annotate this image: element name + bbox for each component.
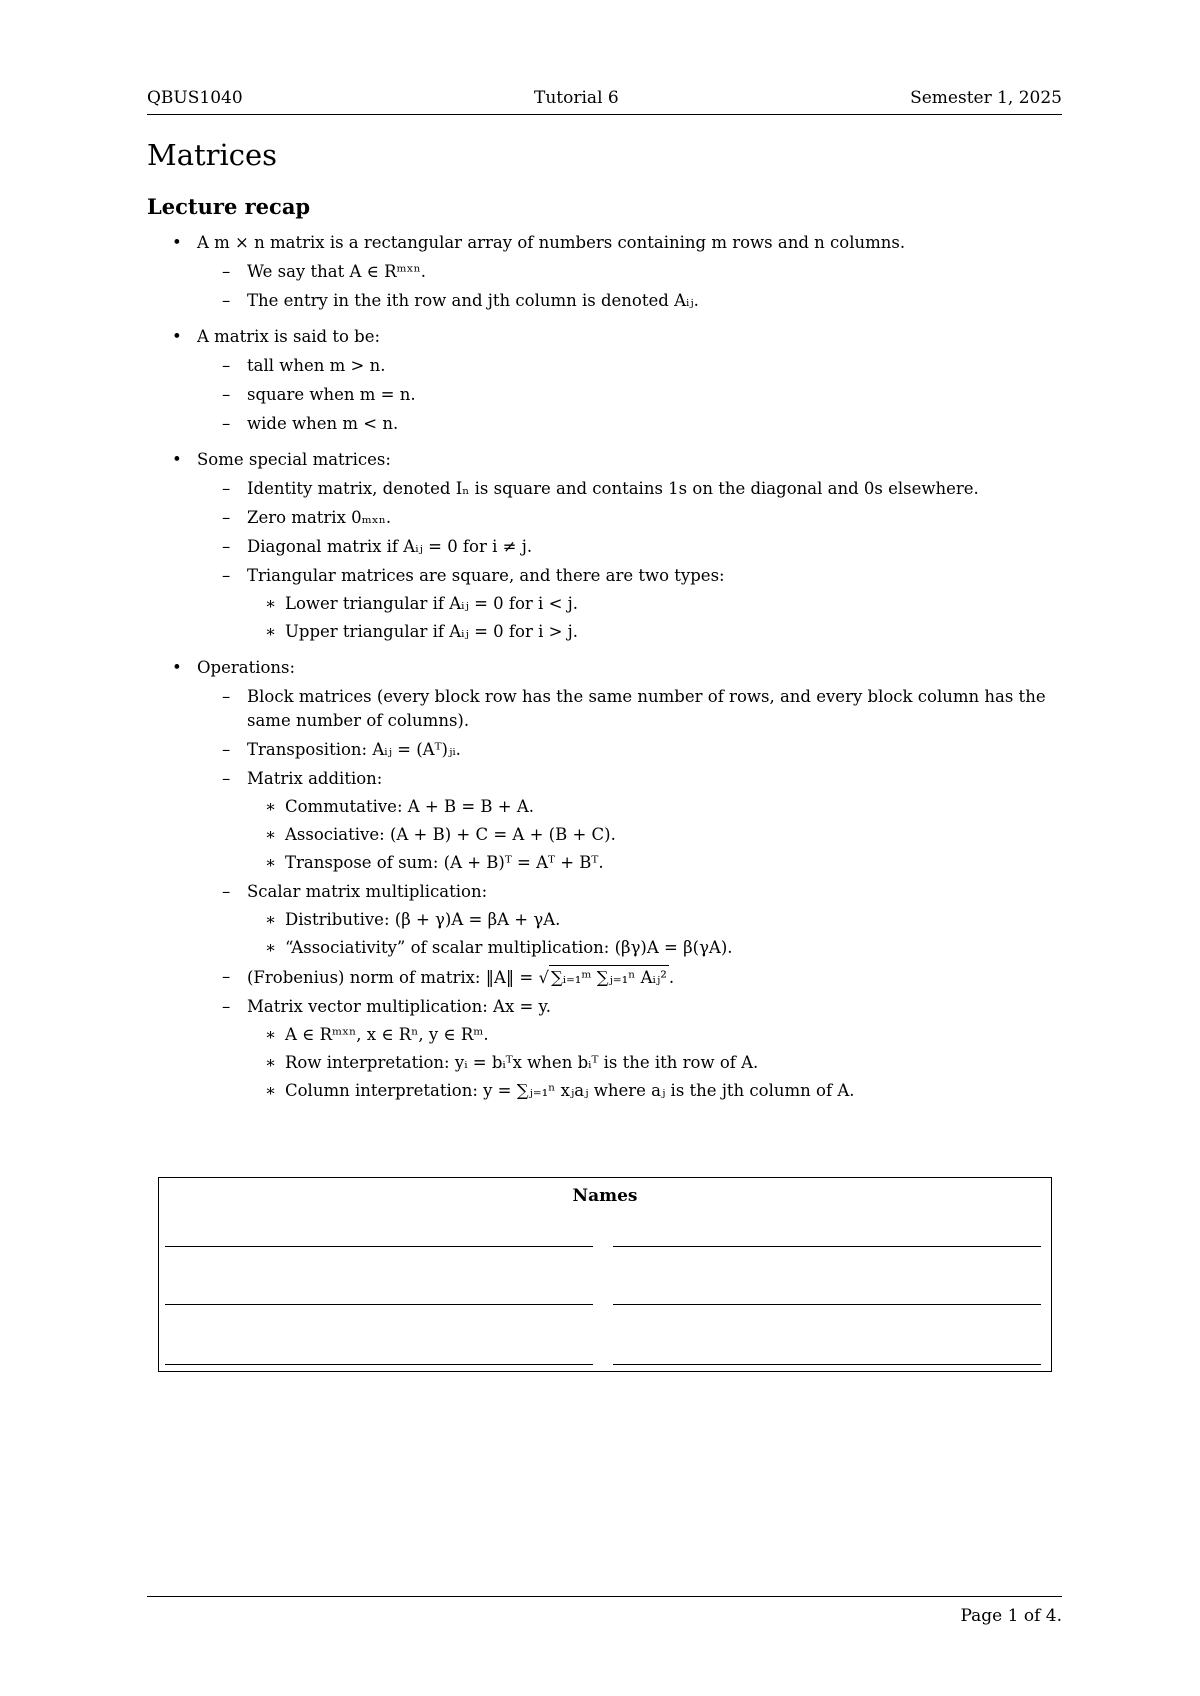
list-item (197, 738, 1062, 762)
list-item (247, 1079, 1062, 1103)
list-item (147, 448, 1062, 644)
list-item (197, 477, 1062, 501)
norm-suffix: . (668, 968, 675, 987)
list-item (147, 656, 1062, 1103)
item-text: Distributive: (β + γ)A = βA + γA. (285, 910, 561, 929)
list-item (197, 995, 1062, 1103)
list-item (197, 880, 1062, 960)
list-item (247, 795, 1062, 819)
item-text: Transposition: Aᵢⱼ = (Aᵀ)ⱼᵢ. (247, 740, 461, 759)
norm-radicand: ∑ᵢ₌₁ᵐ ∑ⱼ₌₁ⁿ Aᵢⱼ² (549, 965, 669, 990)
item-text: We say that A ∈ Rᵐˣⁿ. (247, 262, 427, 281)
list-item (247, 592, 1062, 616)
recap-list (147, 231, 1062, 1103)
list-item (247, 823, 1062, 847)
item-text: Row interpretation: yᵢ = bᵢᵀx when bᵢᵀ is the ith row of A. (285, 1053, 759, 1072)
bullet-text: Some special matrices: (197, 450, 391, 469)
item-text: A ∈ Rᵐˣⁿ, x ∈ Rⁿ, y ∈ Rᵐ. (285, 1025, 489, 1044)
name-line (165, 1364, 593, 1365)
item-text: square when m = n. (247, 385, 416, 404)
item-text: Identity matrix, denoted Iₙ is square and contains 1s on the diagonal and 0s elsewhere. (247, 479, 979, 498)
item-text: Commutative: A + B = B + A. (285, 797, 535, 816)
bullet-text: A matrix is said to be: (197, 327, 381, 346)
tutorial-label: Tutorial 6 (534, 88, 619, 108)
name-line (165, 1246, 593, 1247)
names-title: Names (572, 1186, 638, 1206)
course-code: QBUS1040 (147, 88, 243, 108)
name-line (165, 1304, 593, 1305)
list-item (197, 685, 1062, 733)
item-text: Scalar matrix multiplication: (247, 882, 488, 901)
name-line (613, 1246, 1041, 1247)
bullet-text: Operations: (197, 658, 296, 677)
item-text: Transpose of sum: (A + B)ᵀ = Aᵀ + Bᵀ. (285, 853, 604, 872)
list-item (197, 289, 1062, 313)
item-text: Matrix vector multiplication: Ax = y. (247, 997, 551, 1016)
name-line (613, 1304, 1041, 1305)
page-number: Page 1 of 4. (960, 1606, 1062, 1626)
item-text: Block matrices (every block row has the same number of rows, and every block column has the same number of columns). (247, 687, 1046, 730)
norm-prefix: (Frobenius) norm of matrix: ‖A‖ = √ (247, 968, 549, 987)
section-title: Lecture recap (147, 194, 311, 219)
list-item (197, 535, 1062, 559)
item-text: The entry in the ith row and jth column is denoted Aᵢⱼ. (247, 291, 699, 310)
list-item (197, 260, 1062, 284)
item-text: wide when m < n. (247, 414, 399, 433)
list-item (197, 965, 1062, 990)
item-text: “Associativity” of scalar multiplication: (βγ)A = β(γA). (285, 938, 733, 957)
names-box (158, 1177, 1052, 1372)
list-item (197, 412, 1062, 436)
item-text: Column interpretation: y = ∑ⱼ₌₁ⁿ xⱼaⱼ where aⱼ is the jth column of A. (285, 1081, 855, 1100)
list-item (147, 231, 1062, 313)
semester-label: Semester 1, 2025 (910, 88, 1062, 108)
list-item (197, 383, 1062, 407)
list-item (197, 767, 1062, 875)
name-line (613, 1364, 1041, 1365)
item-text: Associative: (A + B) + C = A + (B + C). (285, 825, 616, 844)
recap-content (147, 231, 1062, 1115)
item-text: Lower triangular if Aᵢⱼ = 0 for i < j. (285, 594, 579, 613)
item-text: Triangular matrices are square, and there are two types: (247, 566, 725, 585)
list-item (247, 1051, 1062, 1075)
footer-divider (147, 1596, 1062, 1597)
item-text: Matrix addition: (247, 769, 383, 788)
page-title: Matrices (147, 138, 278, 172)
list-item (247, 620, 1062, 644)
bullet-text: A m × n matrix is a rectangular array of numbers containing m rows and n columns. (197, 233, 906, 252)
list-item (197, 564, 1062, 644)
list-item (197, 354, 1062, 378)
item-text: tall when m > n. (247, 356, 386, 375)
item-text: Zero matrix 0ₘₓₙ. (247, 508, 392, 527)
list-item (247, 851, 1062, 875)
list-item (247, 908, 1062, 932)
list-item (247, 1023, 1062, 1047)
item-text: Upper triangular if Aᵢⱼ = 0 for i > j. (285, 622, 579, 641)
list-item (247, 936, 1062, 960)
list-item (197, 506, 1062, 530)
list-item (147, 325, 1062, 436)
page-header (147, 88, 1062, 115)
item-text: Diagonal matrix if Aᵢⱼ = 0 for i ≠ j. (247, 537, 533, 556)
